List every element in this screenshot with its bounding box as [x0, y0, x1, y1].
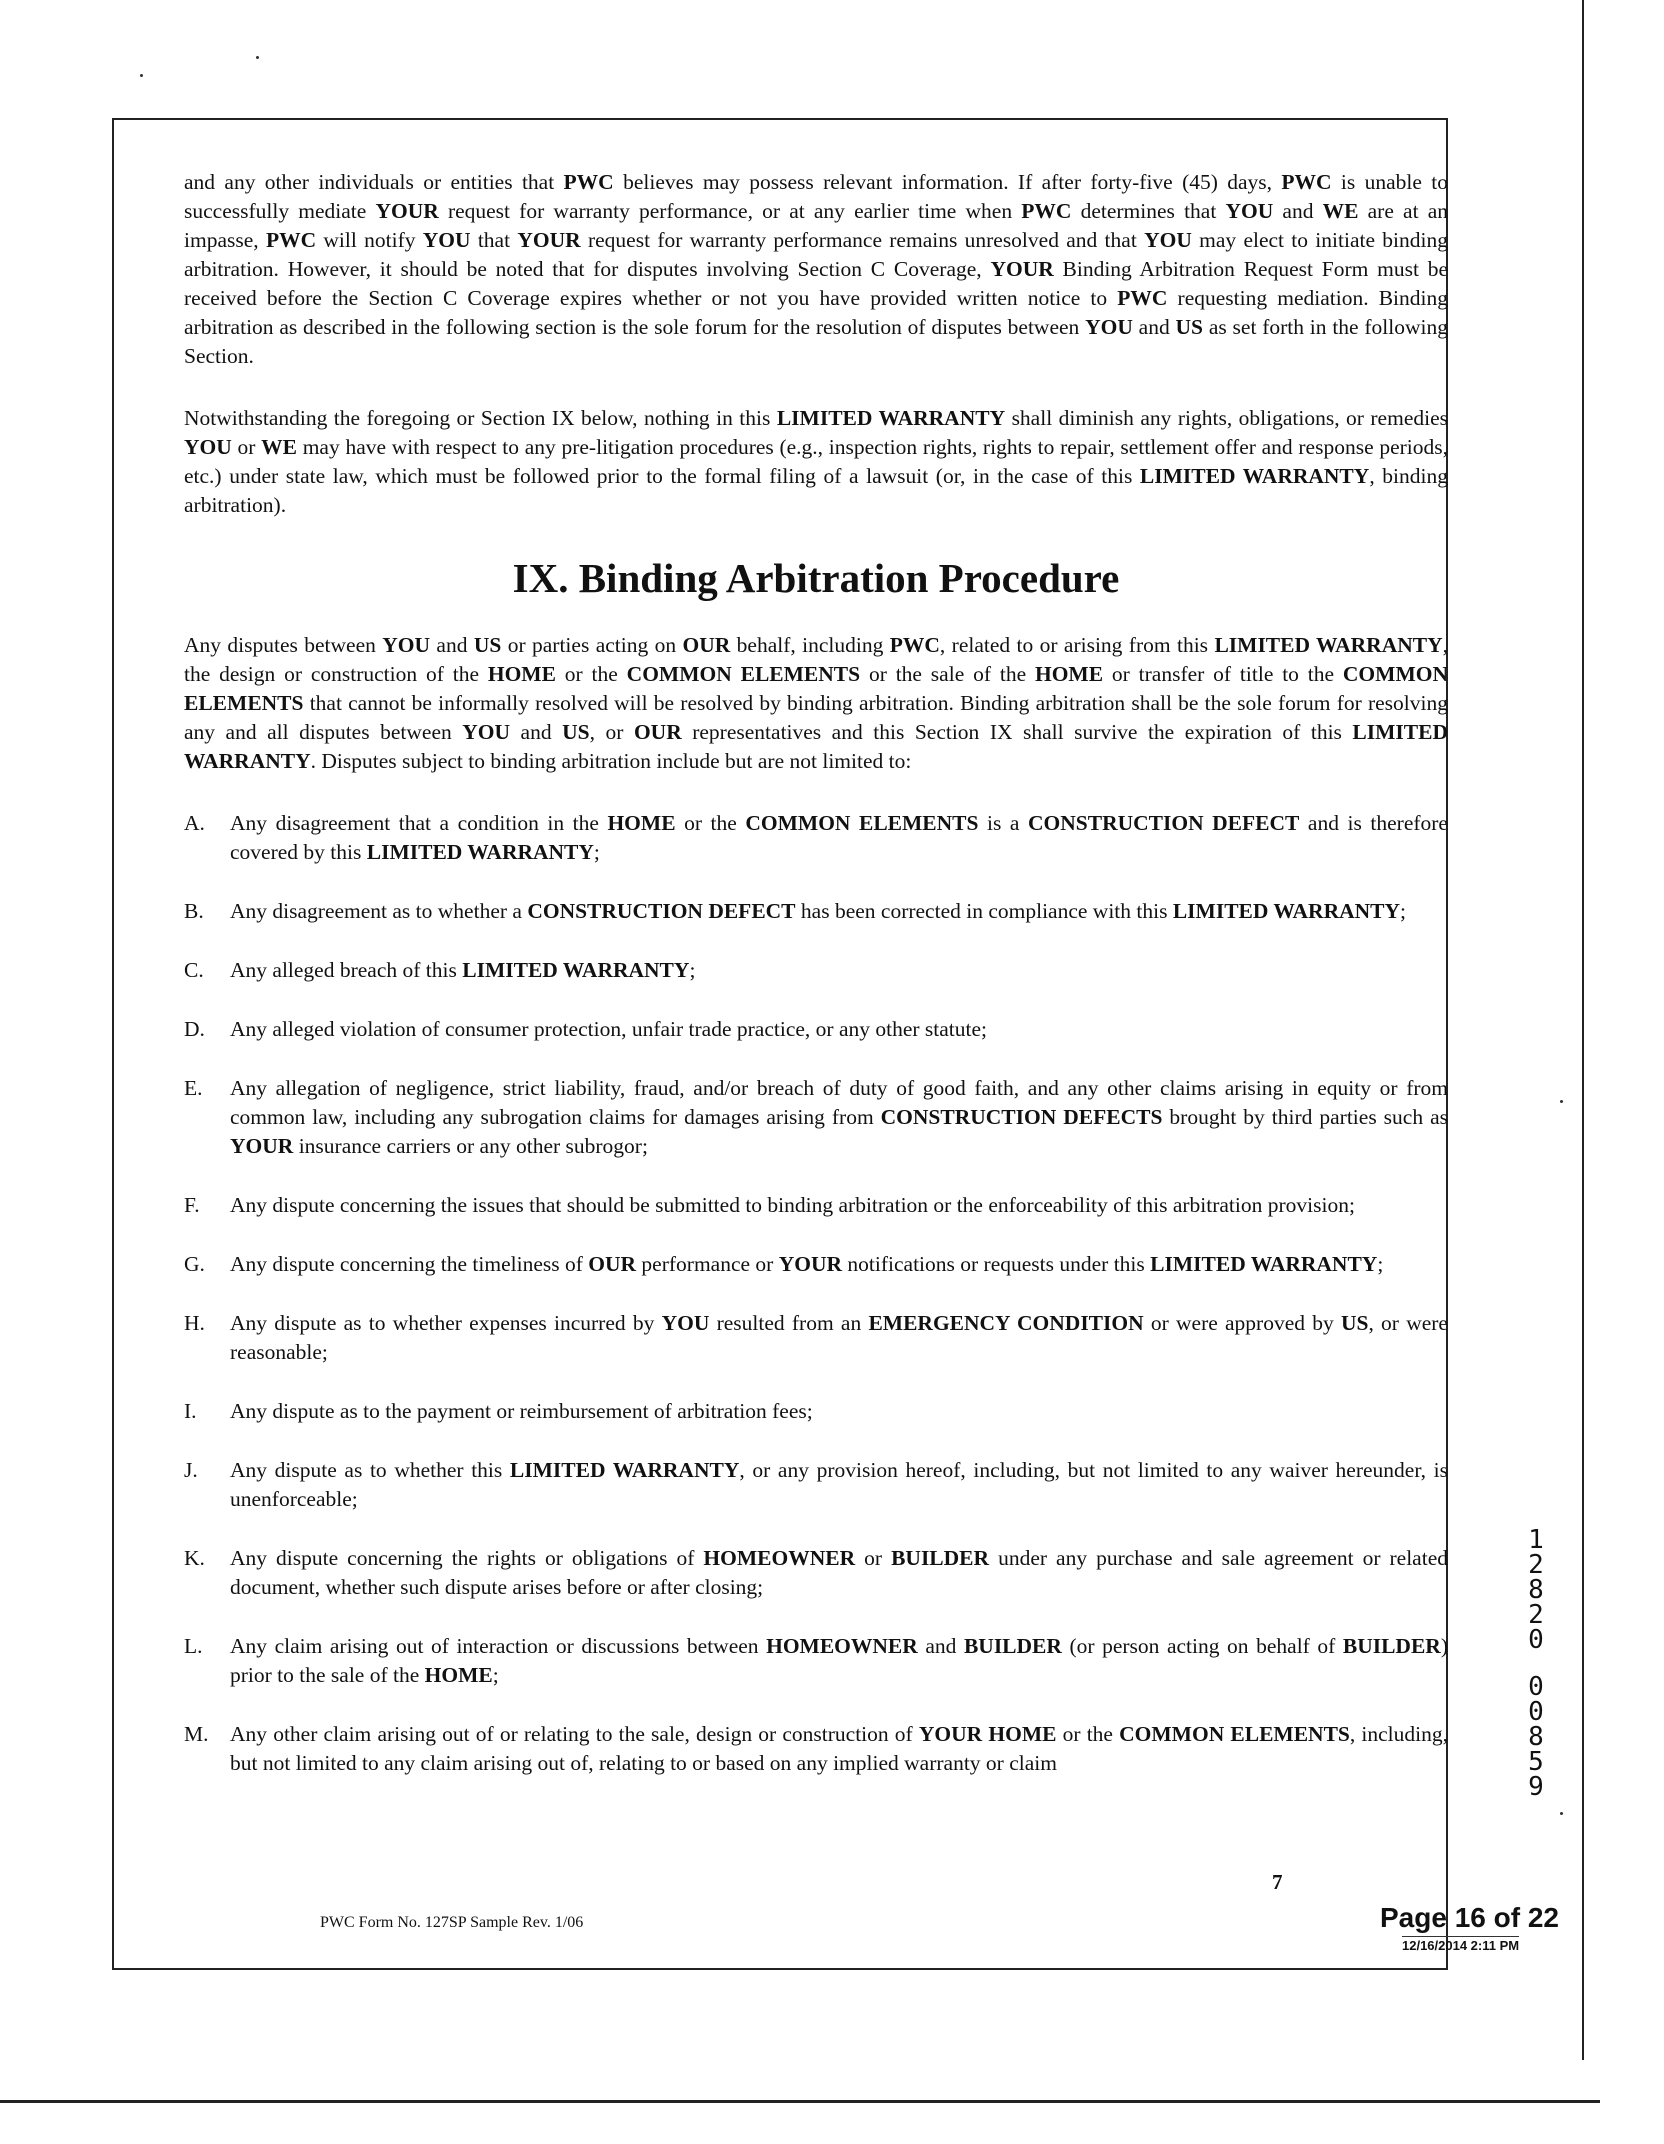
item-text: Any other claim arising out of or relating to the sale, design or construction of YOUR HOME or the COMMON ELEMENTS, including, but not limited to any claim arising out of, relating to or based on any implied warranty or claim	[230, 1722, 1448, 1775]
vertical-digit: 8	[1528, 1575, 1544, 1605]
item-text: Any claim arising out of interaction or discussions between HOMEOWNER and BUILDER (or person acting on behalf of BUILDER) prior to the sale of the HOME;	[230, 1634, 1448, 1687]
list-item	[184, 1250, 1448, 1279]
scan-speck	[1560, 1812, 1563, 1815]
list-item	[184, 1632, 1448, 1690]
item-text: Any dispute concerning the timeliness of OUR performance or YOUR notifications or requests under this LIMITED WARRANTY;	[230, 1252, 1384, 1276]
item-text: Any dispute as to whether this LIMITED WARRANTY, or any provision hereof, including, but not limited to any waiver hereunder, is unenforceable;	[230, 1458, 1448, 1511]
list-item	[184, 1191, 1448, 1220]
document-body	[184, 168, 1448, 1808]
page-number: 7	[1272, 1870, 1283, 1894]
item-letter: C.	[184, 958, 204, 982]
vertical-digit: 2	[1528, 1550, 1544, 1580]
list-item	[184, 1309, 1448, 1367]
item-letter: L.	[184, 1634, 203, 1658]
intro-paragraph: and any other individuals or entities that PWC believes may possess relevant information. If after forty-five (45) days, PWC is unable to successfully mediate YOUR request for warranty performance, or at any earlier time when PWC determines that YOU and WE are at an impasse, PWC will notify YOU that YOUR request for warranty performance remains unresolved and that YOU may elect to initiate binding arbitration. However, it should be noted that for disputes involving Section C Coverage, YOUR Binding Arbitration Request Form must be received before the Section C Coverage expires whether or not you have provided written notice to PWC requesting mediation. Binding arbitration as described in the following section is the sole forum for the resolution of disputes between YOU and US as set forth in the following Section.	[184, 170, 1449, 368]
vertical-digit: 0	[1528, 1672, 1544, 1702]
vertical-digit: 8	[1528, 1722, 1544, 1752]
list-item	[184, 1544, 1448, 1602]
form-number: PWC Form No. 127SP Sample Rev. 1/06	[320, 1914, 584, 1931]
item-text: Any dispute as to the payment or reimbursement of arbitration fees;	[230, 1399, 813, 1423]
item-letter: B.	[184, 899, 204, 923]
list-item	[184, 1456, 1448, 1514]
dispute-list	[184, 809, 1448, 1778]
item-letter: J.	[184, 1458, 198, 1482]
item-text: Any dispute concerning the rights or obligations of HOMEOWNER or BUILDER under any purchase and sale agreement or related document, whether such dispute arises before or after closing;	[230, 1546, 1448, 1599]
item-text: Any disagreement as to whether a CONSTRUCTION DEFECT has been corrected in compliance with this LIMITED WARRANTY;	[230, 899, 1407, 923]
item-text: Any dispute concerning the issues that should be submitted to binding arbitration or the enforceability of this arbitration provision;	[230, 1193, 1355, 1217]
item-letter: F.	[184, 1193, 200, 1217]
vertical-digit: 0	[1528, 1625, 1544, 1655]
item-text: Any alleged violation of consumer protection, unfair trade practice, or any other statute;	[230, 1017, 988, 1041]
scan-edge-right	[1582, 0, 1584, 2060]
vertical-digit: 5	[1528, 1747, 1544, 1777]
item-text: Any allegation of negligence, strict liability, fraud, and/or breach of duty of good faith, and any other claims arising in equity or from common law, including any subrogation claims for damages arising from CONSTRUCTION DEFECTS brought by third parties such as YOUR insurance carriers or any other subrogor;	[230, 1076, 1448, 1158]
vertical-digit: 2	[1528, 1600, 1544, 1630]
item-letter: H.	[184, 1311, 205, 1335]
vertical-digit: 1	[1528, 1525, 1544, 1555]
item-letter: M.	[184, 1722, 209, 1746]
intro-paragraph: Notwithstanding the foregoing or Section IX below, nothing in this LIMITED WARRANTY shall diminish any rights, obligations, or remedies YOU or WE may have with respect to any pre-litigation procedures (e.g., inspection rights, rights to repair, settlement offer and response periods, etc.) under state law, which must be followed prior to the formal filing of a lawsuit (or, in the case of this LIMITED WARRANTY, binding arbitration).	[184, 406, 1448, 517]
item-letter: K.	[184, 1546, 205, 1570]
item-text: Any disagreement that a condition in the HOME or the COMMON ELEMENTS is a CONSTRUCTION DEFECT and is therefore covered by this LIMITED WARRANTY;	[230, 811, 1448, 864]
item-letter: I.	[184, 1399, 197, 1423]
list-item	[184, 1015, 1448, 1044]
vertical-document-number	[1524, 1525, 1548, 1802]
item-letter: E.	[184, 1076, 203, 1100]
list-item	[184, 897, 1448, 926]
item-letter: G.	[184, 1252, 205, 1276]
scan-speck	[140, 74, 143, 77]
list-item	[184, 809, 1448, 867]
page-counter: Page 16 of 22	[1380, 1902, 1559, 1933]
section-intro: Any disputes between YOU and US or parties acting on OUR behalf, including PWC, related to or arising from this LIMITED WARRANTY, the design or construction of the HOME or the COMMON ELEMENTS or the sale of the HOME or transfer of title to the COMMON ELEMENTS that cannot be informally resolved will be resolved by binding arbitration. Binding arbitration shall be the sole forum for resolving any and all disputes between YOU and US, or OUR representatives and this Section IX shall survive the expiration of this LIMITED WARRANTY. Disputes subject to binding arbitration include but are not limited to:	[184, 633, 1448, 773]
item-text: Any alleged breach of this LIMITED WARRANTY;	[230, 958, 696, 982]
item-letter: D.	[184, 1017, 205, 1041]
list-item	[184, 956, 1448, 985]
list-item	[184, 1397, 1448, 1426]
scan-edge-bottom	[0, 2100, 1600, 2103]
section-heading: IX. Binding Arbitration Procedure	[512, 555, 1120, 601]
vertical-digit: 0	[1528, 1697, 1544, 1727]
scan-speck	[256, 56, 259, 59]
vertical-digit: 9	[1528, 1772, 1544, 1802]
scan-speck	[1560, 1100, 1563, 1103]
page-timestamp: 12/16/2014 2:11 PM	[1402, 1938, 1520, 1953]
list-item	[184, 1720, 1448, 1778]
list-item	[184, 1074, 1448, 1161]
item-letter: A.	[184, 811, 205, 835]
item-text: Any dispute as to whether expenses incurred by YOU resulted from an EMERGENCY CONDITION or were approved by US, or were reasonable;	[230, 1311, 1448, 1364]
